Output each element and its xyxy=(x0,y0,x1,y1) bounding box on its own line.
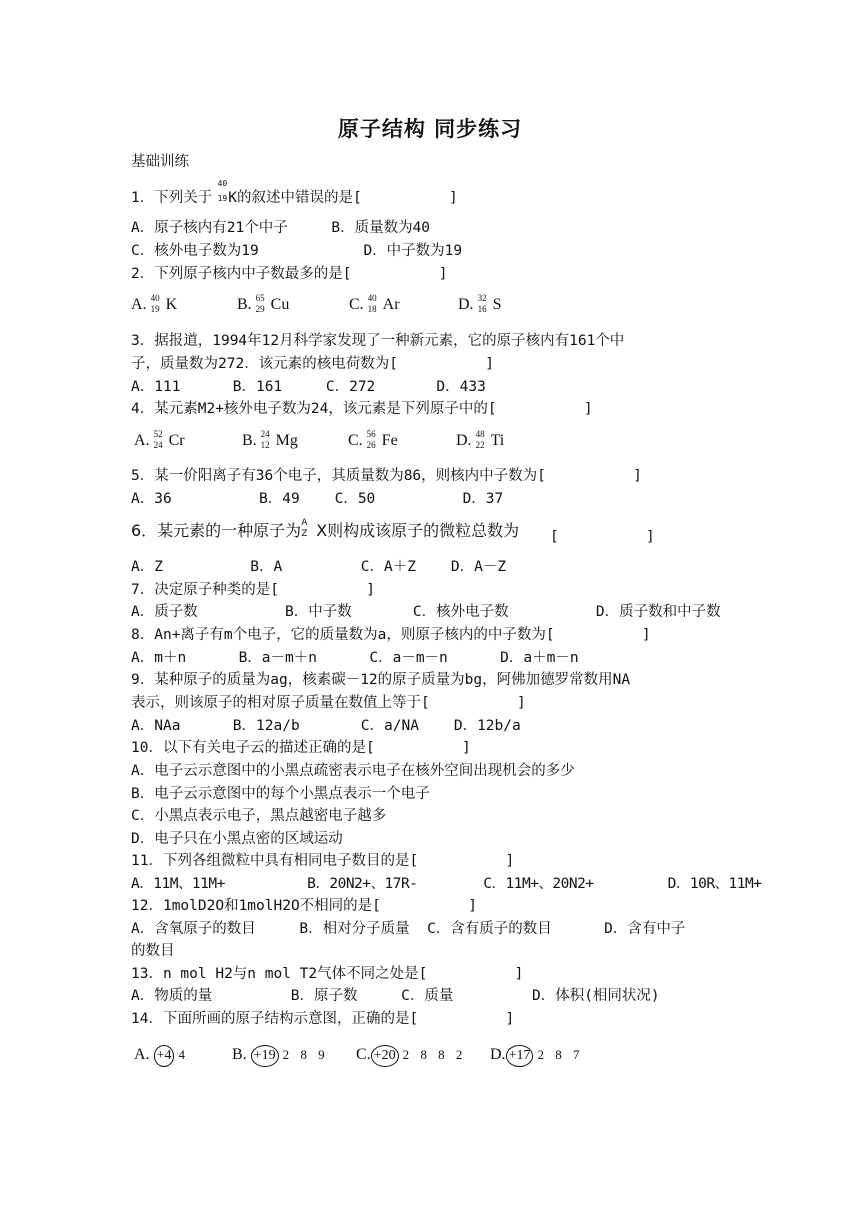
nucleus-circle: +17 xyxy=(506,1045,534,1067)
question-1: 1．下列关于 40 19 K的叙述中错误的是[ ] xyxy=(131,179,458,206)
page-title: 原子结构 同步练习 xyxy=(337,117,523,141)
electron-shells: 4 xyxy=(178,1047,189,1063)
q11-options: A．11M、11M+ B．20N2+、17R- C．11M+、20N2+ D．10R、11M+ xyxy=(131,876,762,892)
electron-shells: 2 8 8 2 xyxy=(402,1047,467,1063)
section-heading: 基础训练 xyxy=(131,154,189,170)
question-14: 14．下面所画的原子结构示意图，正确的是[ ] xyxy=(131,1011,515,1027)
q5-options: A．36 B．49 C．50 D．37 xyxy=(131,491,504,507)
q10-option-c: C．小黑点表示电子，黑点越密电子越多 xyxy=(131,808,387,824)
q1-options-row-1: A．原子核内有21个中子 B．质量数为40 xyxy=(131,220,431,236)
q14-option-d: D. +17 2 8 7 xyxy=(490,1045,583,1067)
q6-options: A．Z B．A C．A＋Z D．A－Z xyxy=(131,559,507,575)
q2-option-b: B. 65 29 Cu xyxy=(237,293,290,314)
q4-option-a: A. 52 24 Cr xyxy=(134,429,185,450)
q10-option-d: D．电子只在小黑点密的区域运动 xyxy=(131,831,343,847)
question-3-line-2: 子，质量数为272．该元素的核电荷数为[ ] xyxy=(131,356,494,372)
electron-shells: 2 8 7 xyxy=(537,1047,584,1063)
q14-option-b: B. +19 2 8 9 xyxy=(232,1045,329,1067)
q4-option-c: C. 56 26 Fe xyxy=(348,429,398,450)
electron-shells: 2 8 9 xyxy=(282,1047,329,1063)
question-2: 2．下列原子核内中子数最多的是[ ] xyxy=(131,266,448,282)
question-12: 12．1molD2O和1molH2O不相同的是[ ] xyxy=(131,898,477,914)
nucleus-circle: +19 xyxy=(251,1045,279,1067)
question-4: 4．某元素M2+核外电子数为24，该元素是下列原子中的[ ] xyxy=(131,401,593,417)
q10-option-b: B．电子云示意图中的每个小黑点表示一个电子 xyxy=(131,786,430,802)
q2-option-a: A. 40 19 K xyxy=(131,293,178,314)
isotope-k: 40 19 xyxy=(217,179,228,203)
q7-options: A．质子数 B．中子数 C．核外电子数 D．质子数和中子数 xyxy=(131,604,721,620)
q9-options: A．NAa B．12a/b C．a/NA D．12b/a xyxy=(131,718,521,734)
question-6: 6．某元素的一种原子为 A Z X则构成该原子的微粒总数为 xyxy=(131,518,520,540)
q4-option-b: B. 24 12 Mg xyxy=(242,429,298,450)
question-9-line-1: 9．某种原子的质量为ag，核素碳－12的原子质量为bg，阿佛加德罗常数用NA xyxy=(131,672,631,688)
q14-option-c: C. +20 2 8 8 2 xyxy=(356,1045,466,1067)
q1-options-row-2: C．核外电子数为19 D．中子数为19 xyxy=(131,243,463,259)
question-5: 5．某一价阳离子有36个电子，其质量数为86，则核内中子数为[ ] xyxy=(131,468,642,484)
q4-option-d: D. 48 22 Ti xyxy=(456,429,505,450)
q10-option-a: A．电子云示意图中的小黑点疏密表示电子在核外空间出现机会的多少 xyxy=(131,763,575,779)
q3-options: A．111 B．161 C．272 D．433 xyxy=(131,379,486,395)
q12-options-line-1: A．含氧原子的数目 B．相对分子质量 C．含有质子的数目 D．含有中子 xyxy=(131,921,686,937)
question-10: 10．以下有关电子云的描述正确的是[ ] xyxy=(131,740,471,756)
question-7: 7．决定原子种类的是[ ] xyxy=(131,582,375,598)
question-9-line-2: 表示，则该原子的相对原子质量在数值上等于[ ] xyxy=(131,695,526,711)
q12-options-line-2: 的数目 xyxy=(131,943,175,959)
q6-bracket: [ ] xyxy=(550,529,655,545)
q13-options: A．物质的量 B．原子数 C．质量 D．体积(相同状况) xyxy=(131,988,660,1004)
question-8: 8．An+离子有m个电子，它的质量数为a，则原子核内的中子数为[ ] xyxy=(131,627,651,643)
q2-option-c: C. 40 18 Ar xyxy=(349,293,400,314)
question-13: 13．n mol H2与n mol T2气体不同之处是[ ] xyxy=(131,966,524,982)
question-11: 11．下列各组微粒中具有相同电子数目的是[ ] xyxy=(131,853,515,869)
q8-options: A．m＋n B．a－m＋n C．a－m－n D．a＋m－n xyxy=(131,650,579,666)
question-3-line-1: 3．据报道，1994年12月科学家发现了一种新元素，它的原子核内有161个中 xyxy=(131,333,625,349)
q2-option-d: D. 32 16 S xyxy=(458,293,502,314)
q14-option-a: A. +4 4 xyxy=(134,1045,189,1067)
nucleus-circle: +20 xyxy=(371,1045,399,1067)
nucleus-circle: +4 xyxy=(154,1045,175,1067)
